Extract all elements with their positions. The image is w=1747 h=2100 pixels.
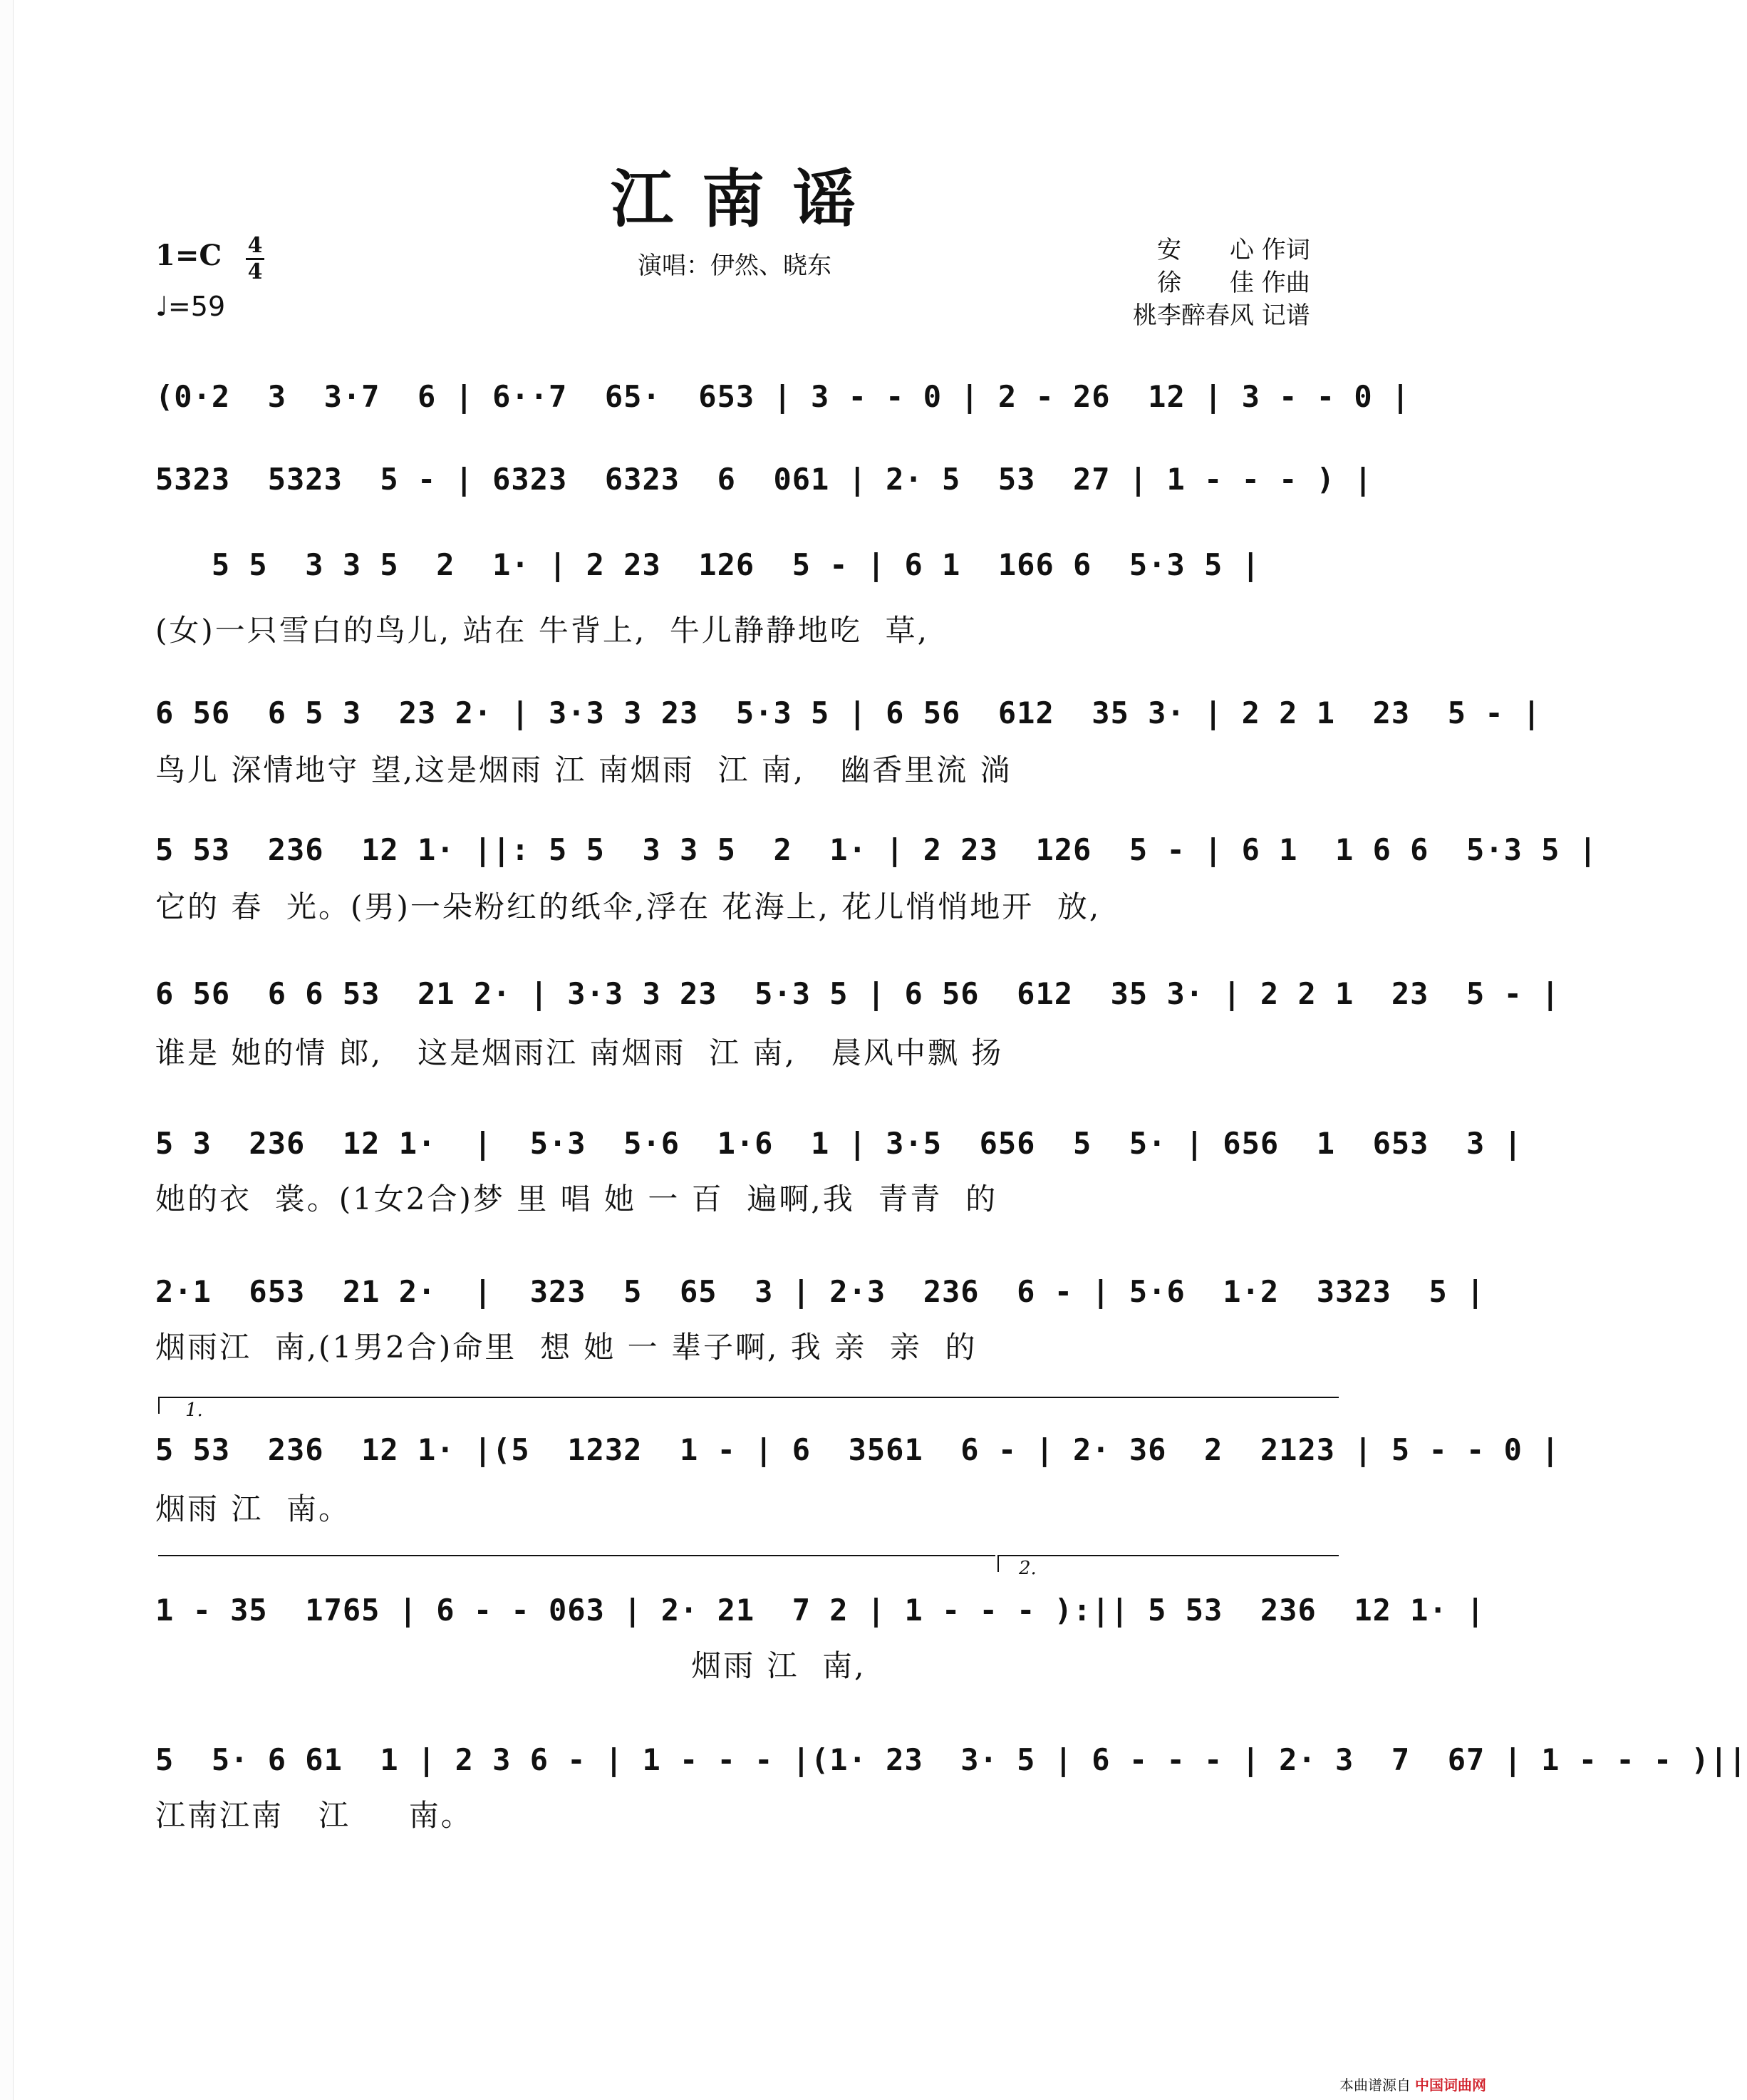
lyrics-line-8: 烟雨江 南,(1男2合)命里 想 她 一 辈子啊, 我 亲 亲 的 [155,1330,978,1365]
lyricist: 安 心 作词 [1157,236,1310,264]
notation-line-4: 6 56 6 5 3 23 2· | 3·3 3 23 5·3 5 | 6 56 612 35 3· | 2 2 1 23 5 - | [155,695,1542,730]
notation-line-8: 2·1 653 21 2· | 323 5 65 3 | 2·3 236 6 - | 5·6 1·2 3323 5 | [155,1274,1486,1309]
song-title: 江南谣 [610,162,884,236]
second-ending-label: 2. [1019,1558,1037,1579]
notation-line-10: 1 - 35 1765 | 6 - - 063 | 2· 21 7 2 | 1 - - - ):|| 5 53 236 12 1· | [155,1593,1486,1628]
lyrics-line-9: 烟雨 江 南。 [155,1491,351,1526]
footer-source: 本曲谱源自 [1339,2076,1411,2094]
footer-site-link[interactable]: 中国词曲网 [1415,2076,1486,2094]
notation-line-3: 5 5 3 3 5 2 1· | 2 23 126 5 - | 6 1 166 6 5·3 5 | [155,547,1260,582]
first-ending-bracket [158,1397,1339,1414]
tempo-marking: ♩=59 [155,291,226,322]
notation-line-9: 5 53 236 12 1· |(5 1232 1 - | 6 3561 6 - | 2· 36 2 2123 | 5 - - 0 | [155,1432,1560,1467]
time-signature [246,235,264,283]
lyrics-line-5: 它的 春 光。(男)一朵粉红的纸伞,浮在 花海上, 花儿悄悄地开 放, [155,889,1101,924]
second-ending-bracket [997,1555,1339,1572]
key-signature: 1=C [155,239,222,272]
source-footer [1339,2074,1486,2094]
lyrics-line-10: 烟雨 江 南, [155,1648,866,1683]
credits [1133,234,1310,332]
performers: 演唱：伊然、晓东 [638,252,831,280]
first-ending-continuation [158,1555,995,1556]
first-ending-label: 1. [185,1400,203,1421]
notation-line-7: 5 3 236 12 1· | 5·3 5·6 1·6 1 | 3·5 656 5 5· | 656 1 653 3 | [155,1126,1523,1161]
lyrics-line-4: 鸟儿 深情地守 望,这是烟雨 江 南烟雨 江 南, 幽香里流 淌 [155,752,1012,787]
time-signature-bottom: 4 [247,259,263,284]
transcriber: 桃李醉春风 记谱 [1133,301,1310,330]
notation-line-2: 5323 5323 5 - | 6323 6323 6 061 | 2· 5 53 27 | 1 - - - ) | [155,462,1373,497]
notation-line-6: 6 56 6 6 53 21 2· | 3·3 3 23 5·3 5 | 6 56 612 35 3· | 2 2 1 23 5 - | [155,976,1560,1011]
time-signature-top: 4 [247,233,263,258]
notation-line-1: (0·2 3 3·7 6 | 6··7 65· 653 | 3 - - 0 | 2 - 26 12 | 3 - - 0 | [155,379,1411,414]
lyrics-line-6: 谁是 她的情 郎, 这是烟雨江 南烟雨 江 南, 晨风中飘 扬 [155,1035,1004,1070]
notation-line-11: 5 5· 6 61 1 | 2 3 6 - | 1 - - - |(1· 23 3· 5 | 6 - - - | 2· 3 7 67 | 1 - - - )|| [155,1742,1747,1777]
composer: 徐 佳 作曲 [1157,269,1310,297]
lyrics-line-3: (女)一只雪白的鸟儿, 站在 牛背上, 牛儿静静地吃 草, [155,613,929,648]
lyrics-line-7: 她的衣 裳。(1女2合)梦 里 唱 她 一 百 遍啊,我 青青 的 [155,1181,998,1216]
page-margin-strip [0,0,14,2100]
lyrics-line-11: 江南江南 江 南。 [155,1798,473,1833]
notation-line-5: 5 53 236 12 1· ||: 5 5 3 3 5 2 1· | 2 23 126 5 - | 6 1 1 6 6 5·3 5 | [155,832,1598,867]
